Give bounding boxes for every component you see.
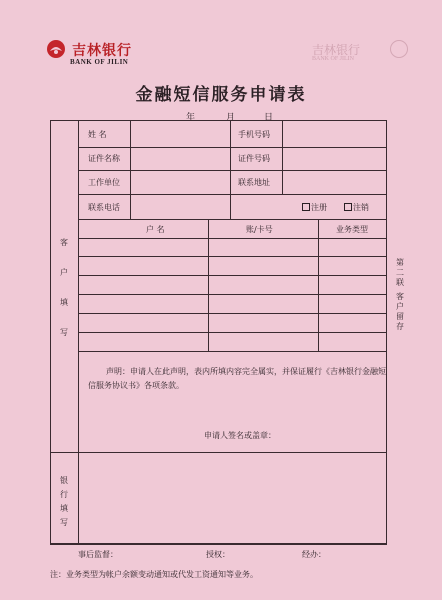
bleed-logo-icon bbox=[390, 40, 408, 58]
customer-section-label: 客 bbox=[60, 238, 68, 247]
customer-section-label: 写 bbox=[60, 328, 68, 337]
account-name-header: 户 名 bbox=[146, 225, 165, 234]
row-line bbox=[78, 170, 387, 171]
col-line bbox=[282, 120, 283, 194]
row-line bbox=[78, 219, 387, 220]
bank-logo-icon bbox=[46, 39, 66, 59]
handler-label: 经办： bbox=[302, 550, 326, 559]
authorize-label: 授权： bbox=[206, 550, 230, 559]
id-name-label: 证件名称 bbox=[88, 154, 120, 163]
account-no-header: 账/卡号 bbox=[246, 225, 273, 234]
declaration-line-1: 声明：申请人在此声明，表内所填内容完全属实，并保证履行《吉林银行金融短 bbox=[106, 367, 386, 376]
section-divider bbox=[50, 452, 387, 453]
col-line bbox=[208, 219, 209, 351]
row-line bbox=[50, 544, 387, 545]
col-line bbox=[230, 120, 231, 219]
row-line bbox=[78, 294, 387, 295]
row-line bbox=[78, 351, 387, 352]
address-label: 联系地址 bbox=[238, 178, 270, 187]
employer-label: 工作单位 bbox=[88, 178, 120, 187]
register-option[interactable]: 注册 bbox=[302, 203, 327, 213]
register-checkbox[interactable] bbox=[302, 203, 310, 211]
supervisor-label: 事后监督： bbox=[78, 550, 118, 559]
customer-section-label: 户 bbox=[60, 268, 68, 277]
row-line bbox=[78, 332, 387, 333]
col-line bbox=[318, 219, 319, 351]
business-type-header: 业务类型 bbox=[336, 225, 368, 234]
row-line bbox=[78, 313, 387, 314]
row-line bbox=[78, 194, 387, 195]
cancel-checkbox[interactable] bbox=[344, 203, 352, 211]
row-line bbox=[78, 147, 387, 148]
logo-name-cn: 吉林银行 bbox=[72, 43, 132, 59]
bank-section-label: 银 bbox=[60, 476, 68, 485]
bank-section-label: 写 bbox=[60, 518, 68, 527]
declaration-line-2: 信服务协议书》各项条款。 bbox=[88, 381, 184, 390]
logo-name-en: BANK OF JILIN bbox=[70, 58, 129, 66]
cancel-option[interactable]: 注销 bbox=[344, 203, 369, 213]
date-year: 年 bbox=[186, 113, 196, 123]
contact-phone-label: 联系电话 bbox=[88, 203, 120, 212]
bleed-logo-text-en: BANK OF JILIN bbox=[312, 56, 354, 62]
name-label: 姓 名 bbox=[88, 130, 107, 139]
row-line bbox=[78, 275, 387, 276]
col-line bbox=[130, 120, 131, 219]
form-note: 注：业务类型为帐户余额变动通知或代发工资通知等业务。 bbox=[50, 570, 258, 579]
customer-section-label: 填 bbox=[60, 298, 68, 307]
bank-section-label: 填 bbox=[60, 504, 68, 513]
form-title: 金融短信服务申请表 bbox=[135, 85, 307, 105]
row-line bbox=[78, 238, 387, 239]
date-day: 日 bbox=[264, 113, 274, 123]
bank-section-label: 行 bbox=[60, 490, 68, 499]
phone-label: 手机号码 bbox=[238, 130, 270, 139]
id-number-label: 证件号码 bbox=[238, 154, 270, 163]
row-line bbox=[78, 256, 387, 257]
date-month: 月 bbox=[226, 113, 236, 123]
signature-label: 申请人签名或盖章： bbox=[204, 431, 276, 440]
bleed-logo-text: 吉林银行 bbox=[312, 43, 361, 57]
